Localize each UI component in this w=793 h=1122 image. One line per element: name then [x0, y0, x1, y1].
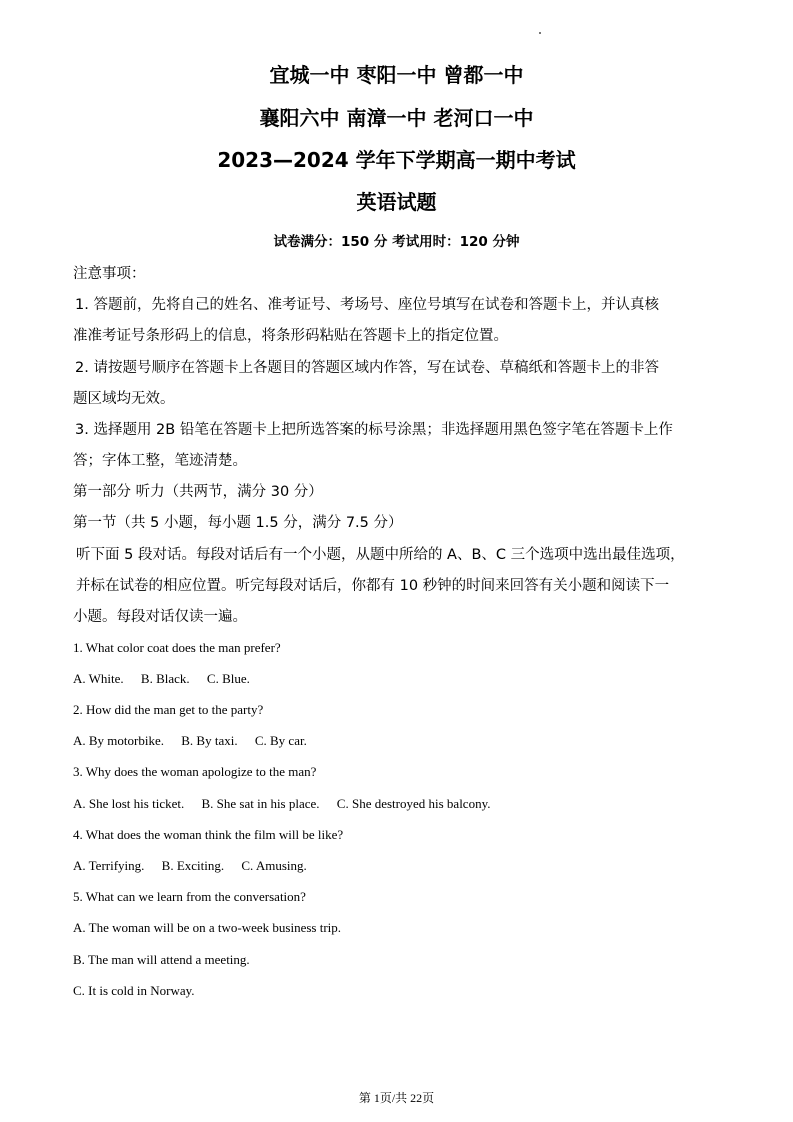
question-2-option-a: A. By motorbike. — [73, 733, 164, 748]
notice-heading: 注意事项： — [73, 266, 146, 282]
question-3-option-a: A. She lost his ticket. — [73, 796, 185, 811]
question-5-option-b: B. The man will attend a meeting. — [73, 952, 250, 967]
notice-item-1-line-2: 准准考证号条形码上的信息，将条形码粘贴在答题卡上的指定位置。 — [73, 328, 508, 344]
speck-dot — [539, 32, 541, 34]
school-names-line-2: 襄阳六中 南漳一中 老河口一中 — [259, 106, 534, 130]
question-3-option-c: C. She destroyed his balcony. — [336, 796, 491, 811]
exam-term-title: 2023—2024 学年下学期高一期中考试 — [217, 148, 576, 172]
notice-item-3-line-2: 答；字体工整，笔迹清楚。 — [73, 453, 247, 469]
page-number: 第 1页/共 22页 — [358, 1091, 435, 1105]
notice-item-3-line-1: 3. 选择题用 2B 铅笔在答题卡上把所选答案的标号涂黑；非选择题用黑色签字笔在答题卡上作 — [75, 422, 673, 438]
question-4-options — [73, 857, 307, 875]
question-4-option-b: B. Exciting. — [161, 858, 225, 873]
question-3-options — [73, 795, 491, 813]
question-5-stem: 5. What can we learn from the conversation? — [73, 889, 306, 904]
question-5-option-a: A. The woman will be on a two-week business trip. — [73, 920, 342, 935]
question-1-options — [73, 670, 250, 688]
instructions-line-1: 听下面 5 段对话。每段对话后有一个小题，从题中所给的 A、B、C 三个选项中选出最佳选项， — [76, 547, 685, 563]
question-4-stem: 4. What does the woman think the film will be like? — [73, 827, 344, 842]
section-1-title: 第一节（共 5 小题，每小题 1.5 分，满分 7.5 分） — [73, 515, 403, 531]
question-2-options — [73, 732, 307, 750]
school-names-line-1: 宜城一中 枣阳一中 曾都一中 — [269, 63, 524, 87]
question-4-option-c: C. Amusing. — [241, 858, 307, 873]
instructions-line-2: 并标在试卷的相应位置。听完每段对话后，你都有 10 秒钟的时间来回答有关小题和阅读下一 — [76, 578, 670, 594]
instructions-line-3: 小题。每段对话仅读一遍。 — [73, 609, 247, 625]
question-3-stem: 3. Why does the woman apologize to the man? — [73, 764, 317, 779]
question-1-stem: 1. What color coat does the man prefer? — [73, 640, 281, 655]
notice-item-1-line-1: 1. 答题前，先将自己的姓名、准考证号、考场号、座位号填写在试卷和答题卡上，并认真核 — [75, 297, 659, 313]
question-2-stem: 2. How did the man get to the party? — [73, 702, 264, 717]
notice-item-2-line-1: 2. 请按题号顺序在答题卡上各题目的答题区域内作答，写在试卷、草稿纸和答题卡上的非答 — [75, 360, 659, 376]
question-1-option-b: B. Black. — [140, 671, 190, 686]
question-4-option-a: A. Terrifying. — [73, 858, 145, 873]
question-3-option-b: B. She sat in his place. — [201, 796, 320, 811]
question-2-option-b: B. By taxi. — [181, 733, 238, 748]
notice-item-2-line-2: 题区域均无效。 — [73, 391, 175, 407]
part-1-title: 第一部分 听力（共两节，满分 30 分） — [73, 484, 323, 500]
question-2-option-c: C. By car. — [254, 733, 307, 748]
exam-info: 试卷满分：150 分 考试用时：120 分钟 — [273, 234, 520, 250]
question-1-option-c: C. Blue. — [206, 671, 250, 686]
question-5-option-c: C. It is cold in Norway. — [73, 983, 195, 998]
question-1-option-a: A. White. — [73, 671, 124, 686]
subject-title: 英语试题 — [356, 190, 437, 214]
